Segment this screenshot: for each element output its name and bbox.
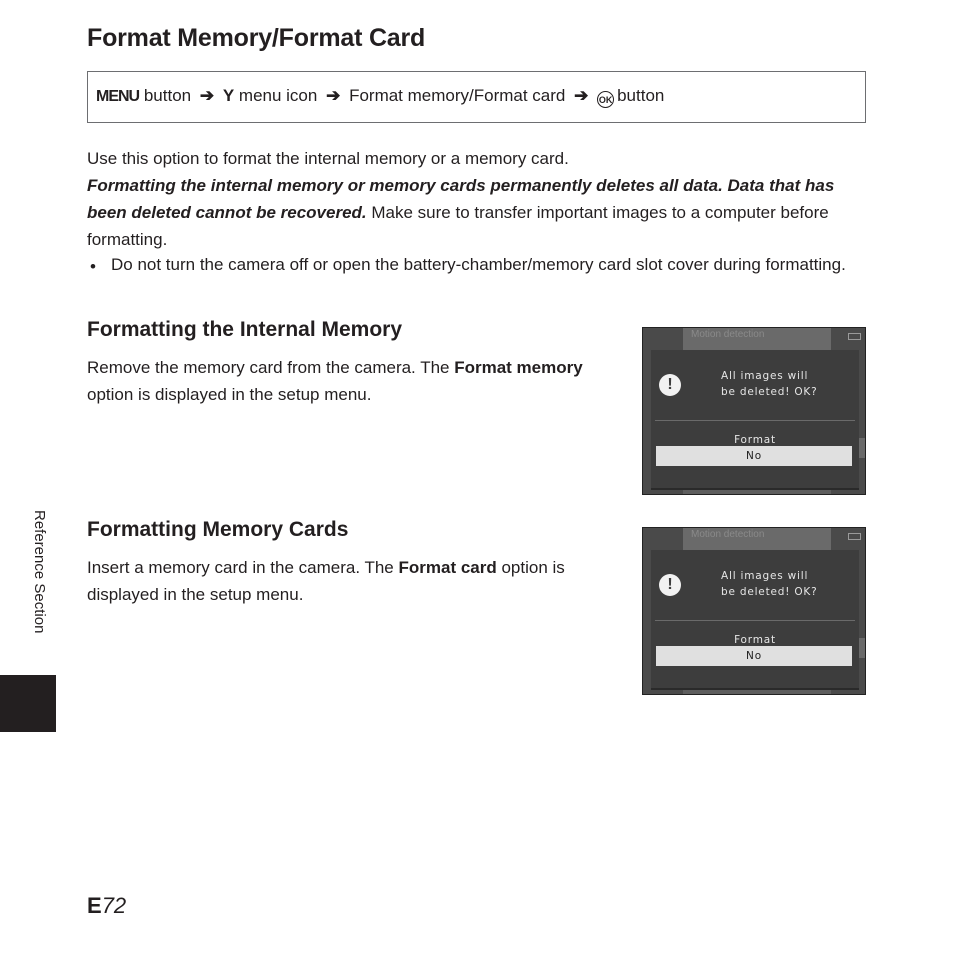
section-text-internal-part: Remove the memory card from the camera. The bbox=[87, 358, 455, 377]
confirm-dialog bbox=[651, 550, 859, 690]
arrow-right-icon: ➔ bbox=[199, 86, 215, 105]
wrench-icon: Y bbox=[222, 86, 235, 105]
reference-section-icon: E bbox=[87, 893, 100, 918]
background-menu-item: Motion detection bbox=[683, 328, 831, 350]
dialog-message-line: be deleted! OK? bbox=[721, 386, 818, 398]
arrow-right-icon: ➔ bbox=[574, 86, 589, 105]
warning-emphasis: Formatting the internal memory or memory cards permanently deletes all data. Data that has been deleted cannot be recovered. bbox=[87, 176, 835, 222]
format-option[interactable]: Format bbox=[734, 434, 776, 446]
battery-icon bbox=[848, 333, 861, 340]
scrollbar-fragment bbox=[859, 438, 865, 458]
dialog-divider bbox=[655, 620, 855, 621]
dialog-message-line: be deleted! OK? bbox=[721, 586, 818, 598]
dialog-divider bbox=[655, 420, 855, 421]
menu-button-icon: MENU bbox=[96, 88, 140, 105]
format-card-term: Format card bbox=[398, 558, 497, 577]
dialog-message-line: All images will bbox=[721, 370, 809, 382]
bullet-dot: • bbox=[90, 257, 96, 276]
section-text-cards-part: Insert a memory card in the camera. The bbox=[87, 558, 399, 577]
menu-path-button-word: button bbox=[143, 86, 192, 105]
side-section-label-text: Reference Section bbox=[31, 510, 48, 634]
section-tab-marker bbox=[0, 675, 56, 732]
dialog-message-line: All images will bbox=[721, 570, 809, 582]
menu-path bbox=[96, 86, 664, 108]
menu-path-menu-icon-text: menu icon bbox=[238, 86, 318, 105]
side-section-label bbox=[25, 510, 55, 670]
warning-icon: ! bbox=[659, 574, 681, 596]
section-heading-internal: Formatting the Internal Memory bbox=[87, 318, 403, 341]
dialog-message bbox=[721, 368, 817, 400]
warning-rest: Make sure to transfer important images to a computer before formatting. bbox=[87, 203, 829, 249]
dialog-message bbox=[721, 568, 817, 600]
menu-path-ok-button-word: button bbox=[617, 86, 665, 105]
no-option-selected[interactable]: No bbox=[656, 646, 852, 666]
page-number bbox=[87, 893, 126, 919]
warning-icon: ! bbox=[659, 374, 681, 396]
ok-button-icon: OK bbox=[597, 91, 614, 108]
confirm-dialog bbox=[651, 350, 859, 490]
page-title: Format Memory/Format Card bbox=[87, 24, 426, 52]
section-text-cards bbox=[87, 554, 612, 608]
menu-path-item: Format memory/Format card bbox=[349, 86, 566, 105]
arrow-right-icon: ➔ bbox=[326, 86, 341, 105]
camera-screen-format-memory bbox=[642, 327, 866, 495]
section-text-internal-part: option is displayed in the setup menu. bbox=[87, 385, 372, 404]
section-text-internal bbox=[87, 354, 597, 408]
format-memory-term: Format memory bbox=[454, 358, 583, 377]
section-heading-cards: Formatting Memory Cards bbox=[87, 518, 349, 541]
camera-screen-format-card bbox=[642, 527, 866, 695]
section-text-cards-part: option is displayed in the setup menu. bbox=[87, 558, 565, 604]
background-menu-item: Motion detection bbox=[683, 528, 831, 550]
battery-icon bbox=[848, 533, 861, 540]
warning-paragraph bbox=[87, 172, 857, 253]
bullet-text: Do not turn the camera off or open the battery-chamber/memory card slot cover during formatting. bbox=[111, 255, 846, 274]
intro-text: Use this option to format the internal memory or a memory card. bbox=[87, 149, 569, 168]
no-option-selected[interactable]: No bbox=[656, 446, 852, 466]
scrollbar-fragment bbox=[859, 638, 865, 658]
page-number-value: 72 bbox=[101, 893, 127, 918]
format-option[interactable]: Format bbox=[734, 634, 776, 646]
